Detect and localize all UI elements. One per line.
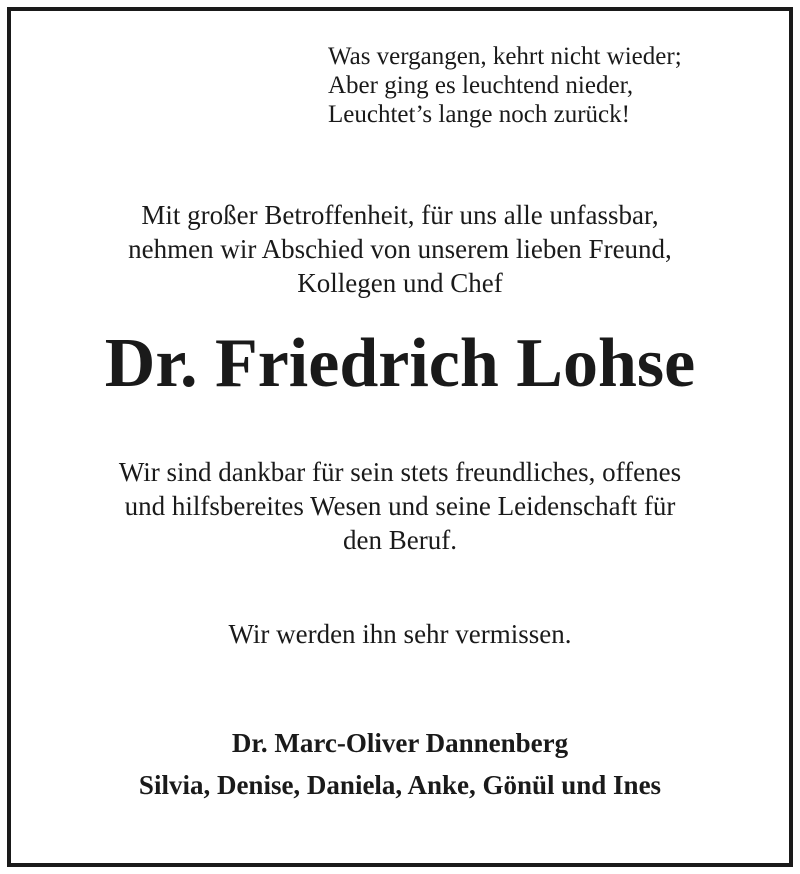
intro-line: Mit großer Betroffenheit, für uns alle unfassbar, (141, 200, 659, 230)
poem-line: Was vergangen, kehrt nicht wieder; (328, 43, 682, 70)
deceased-name: Dr. Friedrich Lohse (104, 325, 696, 402)
intro-line: nehmen wir Abschied von unserem lieben Freund, (128, 234, 672, 264)
intro-line: Kollegen und Chef (297, 268, 503, 298)
gratitude-line: und hilfsbereites Wesen und seine Leidenschaft für (124, 491, 676, 521)
poem-verse (328, 42, 768, 129)
closing-text: Wir werden ihn sehr vermissen. (228, 619, 572, 649)
gratitude-text (0, 455, 800, 557)
gratitude-line: den Beruf. (343, 525, 457, 555)
poem-line: Leuchtet’s lange noch zurück! (328, 101, 630, 128)
intro-text (0, 198, 800, 300)
signature-line: Silvia, Denise, Daniela, Anke, Gönül und Ines (138, 770, 662, 800)
gratitude-line: Wir sind dankbar für sein stets freundliches, offenes (118, 457, 682, 487)
signatures (0, 722, 800, 806)
poem-line: Aber ging es leuchtend nieder, (328, 72, 634, 99)
signature-line: Dr. Marc-Oliver Dannenberg (231, 728, 569, 758)
